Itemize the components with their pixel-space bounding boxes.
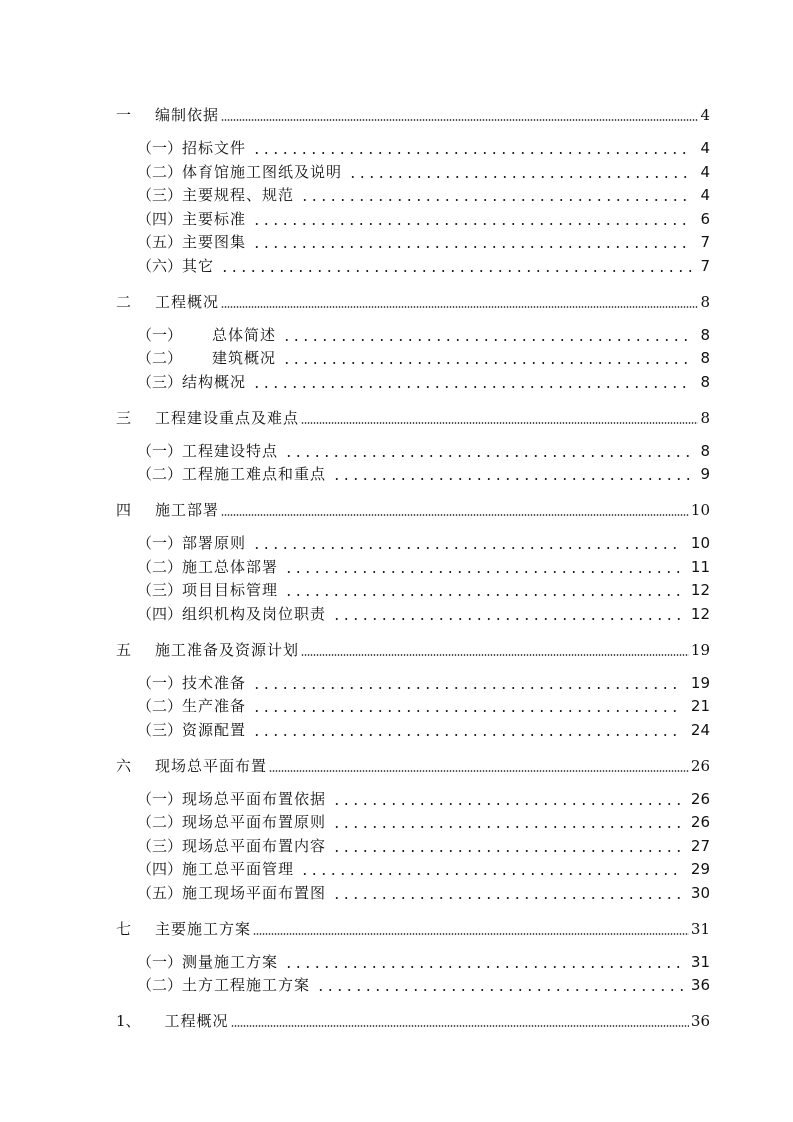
toc-entry-number: （一） [137, 674, 183, 692]
toc-page-number: 24 [690, 721, 710, 739]
toc-page-number: 21 [690, 697, 710, 715]
toc-entry-number: （三） [137, 373, 183, 391]
toc-dot-leader [221, 119, 698, 121]
toc-entry-number: （二） [137, 465, 183, 483]
toc-entry-title: 其它 [182, 257, 215, 275]
toc-entry-number: （一） [137, 953, 183, 971]
toc-dot-leader [252, 386, 692, 388]
toc-dot-leader [332, 826, 683, 828]
toc-page-number: 26 [690, 813, 710, 831]
toc-page-number: 36 [690, 976, 710, 994]
toc-dot-leader [284, 594, 683, 596]
toc-entry-number: （二） [137, 163, 183, 181]
toc-entry-title: 项目目标管理 [182, 581, 279, 599]
toc-dot-leader [332, 897, 683, 899]
toc-section-entry[interactable] [137, 975, 710, 995]
toc-entry-title: 施工总平面管理 [182, 860, 295, 878]
toc-entry-title: 施工现场平面布置图 [182, 884, 327, 902]
toc-entry-number: 三 [116, 409, 132, 427]
toc-entry-number: （六） [137, 257, 183, 275]
toc-dot-leader [332, 478, 692, 480]
toc-page-number: 9 [700, 465, 710, 483]
toc-entry-title: 编制依据 [155, 106, 220, 124]
toc-page-number: 29 [690, 860, 710, 878]
toc-entry-title: 生产准备 [182, 697, 247, 715]
toc-entry-title: 现场总平面布置原则 [182, 813, 327, 831]
toc-entry-number: （二） [137, 558, 183, 576]
toc-section-entry[interactable] [137, 952, 710, 972]
toc-page-number: 27 [690, 837, 710, 855]
toc-page-number: 10 [690, 501, 710, 519]
toc-entry-number: （三） [137, 837, 183, 855]
toc-entry-title: 施工部署 [155, 501, 220, 519]
toc-entry-title: 结构概况 [182, 373, 247, 391]
toc-page-number: 7 [700, 257, 710, 275]
toc-entry-number: （五） [137, 233, 183, 251]
toc-entry-title: 主要规程、规范 [182, 186, 295, 204]
toc-entry-title: 工程建设重点及难点 [155, 409, 300, 427]
toc-entry-title: 现场总平面布置 [155, 757, 268, 775]
toc-entry-title: 施工总体部署 [182, 558, 279, 576]
toc-dot-leader [252, 547, 683, 549]
toc-entry-number: 一 [116, 106, 132, 124]
toc-section-entry[interactable] [137, 325, 710, 345]
toc-entry-title: 组织机构及岗位职责 [182, 605, 327, 623]
toc-entry-title: 施工准备及资源计划 [155, 641, 300, 659]
toc-section-entry[interactable] [137, 580, 710, 600]
toc-section-entry[interactable] [137, 812, 710, 832]
toc-section-entry[interactable] [137, 557, 710, 577]
toc-page-number: 10 [690, 534, 710, 552]
toc-section-entry[interactable] [137, 836, 710, 856]
toc-entry-number: （四） [137, 860, 183, 878]
toc-entry-title: 主要标准 [182, 210, 247, 228]
toc-page-number: 8 [700, 373, 710, 391]
toc-entry-title: 工程建设特点 [182, 442, 279, 460]
toc-section-entry[interactable] [137, 673, 710, 693]
toc-page-number: 8 [700, 442, 710, 460]
toc-page-number: 4 [700, 186, 710, 204]
toc-entry-number: 四 [116, 501, 132, 519]
toc-chapter-entry[interactable] [116, 919, 710, 939]
toc-entry-title: 土方工程施工方案 [182, 976, 311, 994]
toc-chapter-entry[interactable] [116, 408, 710, 428]
toc-entry-number: 五 [116, 641, 132, 659]
toc-section-entry[interactable] [137, 232, 710, 252]
toc-entry-title: 现场总平面布置依据 [182, 790, 327, 808]
toc-entry-number: （一） [137, 534, 183, 552]
toc-chapter-entry[interactable] [116, 500, 710, 520]
toc-dot-leader [332, 803, 683, 805]
toc-dot-leader [300, 199, 692, 201]
toc-page-number: 12 [690, 581, 710, 599]
toc-entry-number: （五） [137, 884, 183, 902]
toc-page-number: 30 [690, 884, 710, 902]
toc-entry-title: 测量施工方案 [182, 953, 279, 971]
toc-page-number: 4 [700, 163, 710, 181]
toc-dot-leader [253, 933, 689, 935]
toc-chapter-entry[interactable] [116, 292, 710, 312]
toc-dot-leader [252, 223, 692, 225]
toc-section-entry[interactable] [137, 789, 710, 809]
toc-entry-title: 技术准备 [182, 674, 247, 692]
toc-dot-leader [220, 270, 692, 272]
toc-dot-leader [284, 966, 683, 968]
toc-entry-title: 体育馆施工图纸及说明 [182, 163, 343, 181]
toc-entry-title: 工程概况 [164, 1012, 229, 1030]
toc-entry-number: 二 [116, 293, 132, 311]
toc-entry-number: （四） [137, 210, 183, 228]
toc-section-entry[interactable] [137, 209, 710, 229]
toc-section-entry[interactable] [137, 604, 710, 624]
toc-entry-title: 工程概况 [155, 293, 220, 311]
toc-dot-leader [284, 571, 683, 573]
toc-section-entry[interactable] [137, 185, 710, 205]
toc-section-entry[interactable] [137, 372, 710, 392]
toc-dot-leader [231, 1025, 689, 1027]
toc-entry-title: 资源配置 [182, 721, 247, 739]
toc-section-entry[interactable] [137, 256, 710, 276]
toc-section-entry[interactable] [137, 162, 710, 182]
toc-section-entry[interactable] [137, 696, 710, 716]
toc-chapter-entry[interactable] [116, 640, 710, 660]
toc-dot-leader [252, 734, 683, 736]
toc-entry-number: （二） [137, 697, 183, 715]
toc-entry-number: （一） [137, 442, 183, 460]
toc-page-number: 31 [690, 920, 710, 938]
toc-section-entry[interactable] [137, 720, 710, 740]
toc-dot-leader [221, 306, 698, 308]
toc-dot-leader [282, 339, 692, 341]
toc-entry-number: 六 [116, 757, 132, 775]
toc-section-entry[interactable] [137, 883, 710, 903]
toc-page-number: 19 [690, 674, 710, 692]
toc-dot-leader [269, 770, 689, 772]
toc-dot-leader [252, 687, 683, 689]
toc-entry-title: 工程施工难点和重点 [182, 465, 327, 483]
toc-dot-leader [252, 710, 683, 712]
toc-page-number: 8 [700, 409, 710, 427]
toc-chapter-entry[interactable] [116, 756, 710, 776]
toc-chapter-entry[interactable] [116, 1011, 710, 1031]
toc-entry-number: （四） [137, 605, 183, 623]
toc-dot-leader [332, 618, 683, 620]
toc-entry-title: 主要施工方案 [155, 920, 252, 938]
toc-section-entry[interactable] [137, 138, 710, 158]
toc-entry-number: （三） [137, 721, 183, 739]
toc-dot-leader [316, 989, 683, 991]
toc-page-number: 36 [690, 1012, 710, 1030]
toc-section-entry[interactable] [137, 348, 710, 368]
toc-entry-number: （三） [137, 581, 183, 599]
toc-page-number: 31 [690, 953, 710, 971]
toc-entry-number: （二） [137, 976, 183, 994]
toc-dot-leader [300, 873, 683, 875]
toc-entry-title: 招标文件 [182, 139, 247, 157]
toc-page-number: 12 [690, 605, 710, 623]
toc-page-number: 7 [700, 233, 710, 251]
toc-page-number: 4 [700, 139, 710, 157]
toc-entry-number: （三） [137, 186, 183, 204]
toc-dot-leader [301, 422, 698, 424]
toc-dot-leader [252, 246, 692, 248]
toc-entry-title: 现场总平面布置内容 [182, 837, 327, 855]
toc-dot-leader [284, 455, 692, 457]
toc-page-number: 8 [700, 293, 710, 311]
toc-section-entry[interactable] [137, 533, 710, 553]
toc-dot-leader [301, 654, 689, 656]
toc-page-number: 8 [700, 349, 710, 367]
toc-page-number: 11 [690, 558, 710, 576]
toc-page-number: 4 [700, 106, 710, 124]
toc-section-entry[interactable] [137, 464, 710, 484]
toc-entry-number: 1、 [116, 1012, 141, 1030]
toc-dot-leader [282, 362, 692, 364]
toc-dot-leader [221, 514, 689, 516]
toc-entry-title: 建筑概况 [212, 349, 277, 367]
toc-entry-number: （一） [137, 790, 183, 808]
toc-page-number: 8 [700, 326, 710, 344]
toc-entry-number: （一） [137, 326, 183, 344]
toc-page-number: 26 [690, 790, 710, 808]
toc-section-entry[interactable] [137, 441, 710, 461]
toc-section-entry[interactable] [137, 859, 710, 879]
toc-entry-title: 部署原则 [182, 534, 247, 552]
toc-dot-leader [348, 176, 692, 178]
toc-page-number: 26 [690, 757, 710, 775]
toc-chapter-entry[interactable] [116, 105, 710, 125]
toc-entry-number: 七 [116, 920, 132, 938]
toc-page-number: 19 [690, 641, 710, 659]
toc-dot-leader [332, 850, 683, 852]
toc-dot-leader [252, 152, 692, 154]
toc-entry-title: 主要图集 [182, 233, 247, 251]
toc-page-number: 6 [700, 210, 710, 228]
toc-entry-number: （二） [137, 813, 183, 831]
toc-entry-title: 总体简述 [212, 326, 277, 344]
toc-entry-number: （一） [137, 139, 183, 157]
toc-entry-number: （二） [137, 349, 183, 367]
